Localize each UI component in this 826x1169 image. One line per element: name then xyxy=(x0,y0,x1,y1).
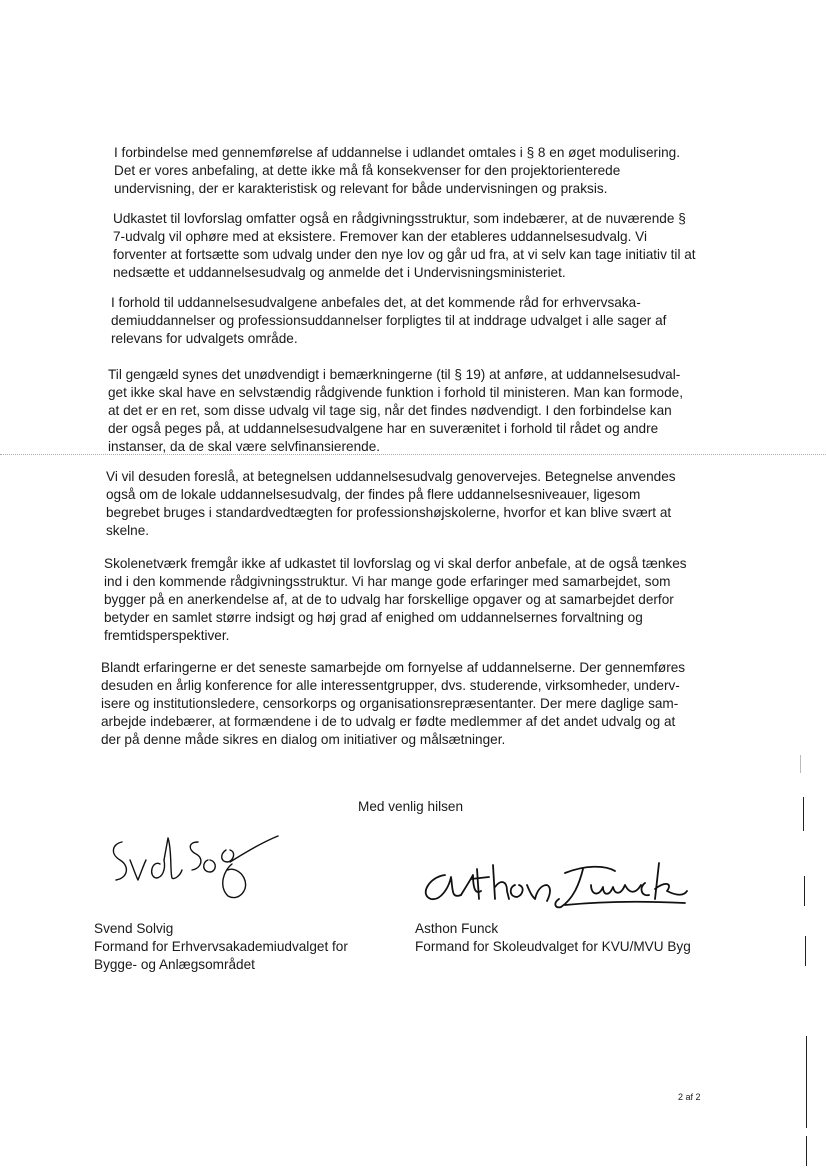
paragraph-7 xyxy=(101,659,741,749)
text-line: også om de lokale uddannelsesudvalg, der findes på flere uddannelsesniveauer, ligesom xyxy=(106,487,641,502)
text-line: Udkastet til lovforslag omfatter også en rådgivningsstruktur, som indebærer, at de nuværende § xyxy=(113,211,686,226)
text-line: get ikke skal have en selvstændig rådgivende funktion i forhold til ministeren. Man kan formode, xyxy=(108,385,684,400)
scan-edge-mark xyxy=(800,755,801,773)
text-line: nedsætte et uddannelsesudvalg og anmelde det i Undervisningsministeriet. xyxy=(113,265,566,280)
paragraph-5 xyxy=(106,468,746,540)
signatory-left xyxy=(94,920,348,974)
page-number: 2 af 2 xyxy=(678,1092,701,1102)
text-line: arbejde indebærer, at formændene i de to udvalg er fødte medlemmer af det andet udvalg og at xyxy=(101,714,676,729)
text-line: I forhold til uddannelsesudvalgene anbefales det, at det kommende råd for erhvervsaka- xyxy=(111,295,641,310)
text-line: Til gengæld synes det unødvendigt i bemærkningerne (til § 19) at anføre, at uddannelsesudval- xyxy=(108,367,681,382)
text-line: at det er en ret, som disse udvalg vil tage sig, når det findes nødvendigt. I den forbindelse kan xyxy=(108,403,672,418)
text-line: skelne. xyxy=(106,523,150,538)
text-line: forventer at fortsætte som udvalg under den nye lov og går ud fra, at vi selv kan tage initiativ til at xyxy=(113,247,696,262)
text-line: fremtidsperspektiver. xyxy=(104,628,230,643)
signatory-title-line: Formand for Skoleudvalget for KVU/MVU Byg xyxy=(415,939,691,954)
text-line: begrebet bruges i standardvedtægten for professionshøjskolerne, hvorfor et kan blive svært at xyxy=(106,505,672,520)
signature-asthon-funck xyxy=(415,855,695,915)
text-line: ind i den kommende rådgivningsstruktur. Vi har mange gode erfaringer med samarbejdet, som xyxy=(104,574,671,589)
signatory-title-line: Formand for Erhvervsakademiudvalget for xyxy=(94,939,348,954)
signature-svend-solvig xyxy=(108,820,288,910)
text-line: Det er vores anbefaling, at dette ikke må få konsekvenser for den projektorienterede xyxy=(114,163,621,178)
text-line: desuden en årlig konference for alle interessentgrupper, dvs. studerende, virksomheder, underv- xyxy=(101,678,680,693)
scan-edge-mark xyxy=(805,936,806,966)
text-line: demiuddannelser og professionsuddannelser forpligtes til at inddrage udvalget i alle sager af xyxy=(111,313,667,328)
text-line: der på denne måde sikres en dialog om initiativer og målsætninger. xyxy=(101,732,506,747)
paragraph-2 xyxy=(113,210,753,282)
text-line: isere og institutionsledere, censorkorps og organisationsrepræsentanter. Der mere daglige sam- xyxy=(101,696,679,711)
paragraph-4 xyxy=(108,366,748,456)
scan-edge-mark xyxy=(806,1136,807,1166)
text-line: undervisning, der er karakteristisk og relevant for både undervisningen og praksis. xyxy=(114,181,608,196)
signatory-name: Svend Solvig xyxy=(94,921,174,936)
paragraph-6 xyxy=(104,555,744,645)
paragraph-1 xyxy=(114,144,754,198)
signatory-name: Asthon Funck xyxy=(415,921,499,936)
scan-edge-mark xyxy=(806,1036,807,1128)
text-line: I forbindelse med gennemførelse af uddannelse i udlandet omtales i § 8 en øget modulisering. xyxy=(114,145,680,160)
text-line: 7-udvalg vil ophøre med at eksistere. Fremover kan der etableres uddannelsesudvalg. Vi xyxy=(113,229,647,244)
text-line: Vi vil desuden foreslå, at betegnelsen uddannelsesudvalg genovervejes. Betegnelse anvendes xyxy=(106,469,676,484)
text-line: der også peges på, at uddannelsesudvalgene har en suverænitet i forhold til rådet og andre xyxy=(108,421,659,436)
text-line: instanser, da de skal være selvfinansierende. xyxy=(108,439,381,454)
scan-edge-mark xyxy=(804,876,805,906)
paragraph-3 xyxy=(111,294,751,348)
text-line: Blandt erfaringerne er det seneste samarbejde om fornyelse af uddannelserne. Der gennemføres xyxy=(101,660,686,675)
text-line: Skolenetværk fremgår ikke af udkastet til lovforslag og vi skal derfor anbefale, at de også tænkes xyxy=(104,556,687,571)
scan-edge-mark xyxy=(803,797,804,831)
signatory-title-line: Bygge- og Anlægsområdet xyxy=(94,957,255,972)
text-line: betyder en samlet større indsigt og høj grad af enighed om uddannelsernes forvaltning og xyxy=(104,610,643,625)
closing-salutation: Med venlig hilsen xyxy=(358,799,464,814)
text-line: bygger på en anerkendelse af, at de to udvalg har forskellige opgaver og at samarbejdet derfor xyxy=(104,592,674,607)
signatory-right xyxy=(415,920,691,956)
text-line: relevans for udvalgets område. xyxy=(111,331,298,346)
